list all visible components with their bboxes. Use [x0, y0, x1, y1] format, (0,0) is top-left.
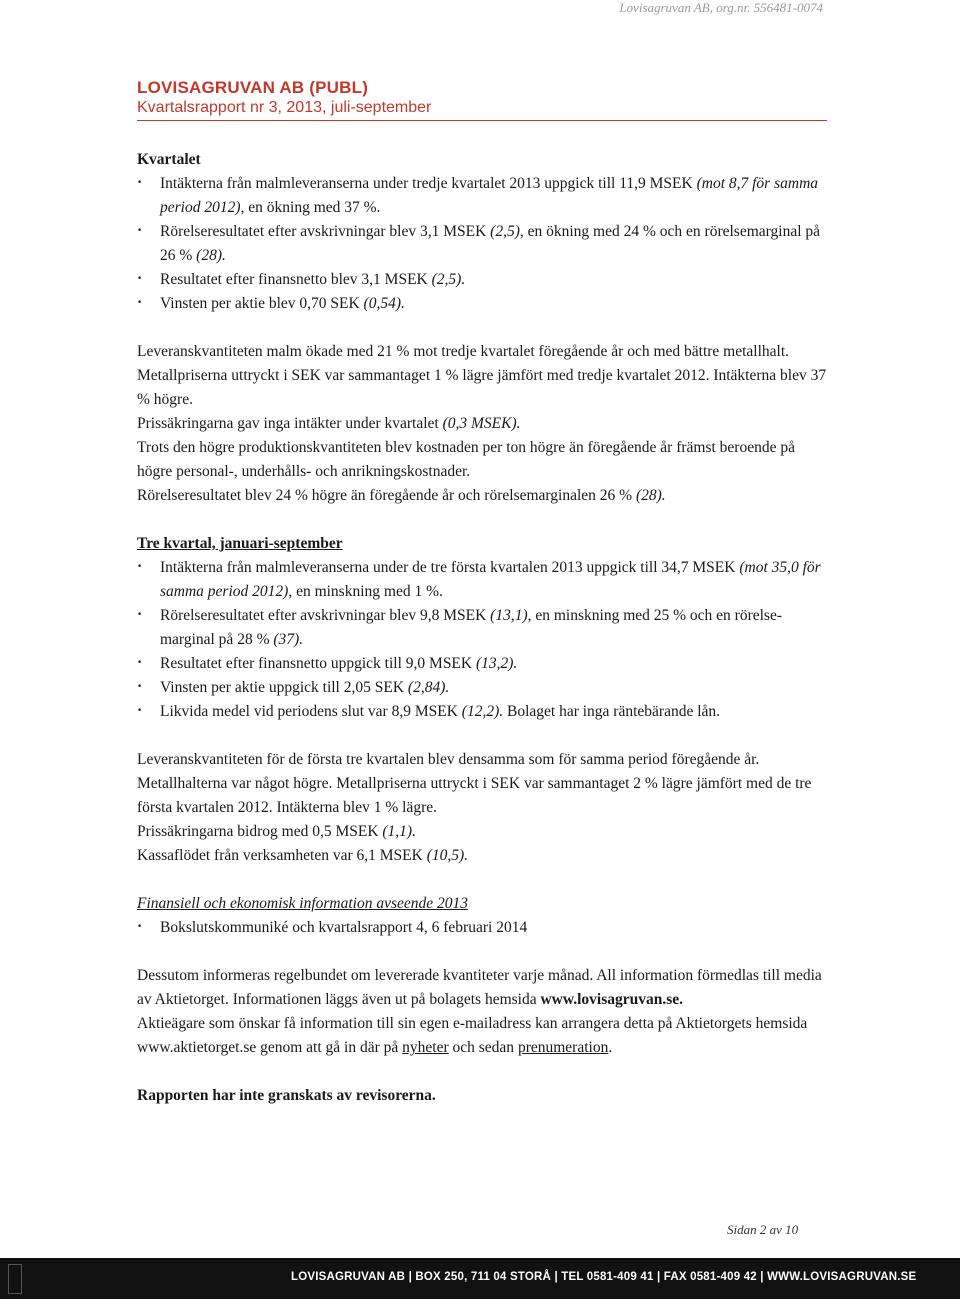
section-heading-kvartalet: Kvartalet [137, 151, 201, 168]
paragraph: Trots den högre produktionskvantiteten blev kostnaden per ton högre än föregående år främst beroende på högre personal-, underhålls- och anrikningskostnader. [137, 439, 795, 480]
section-heading-finansiell: Finansiell och ekonomisk information avseende 2013 [137, 895, 469, 912]
paragraph: Metallpriserna uttryckt i SEK var sammantaget 1 % lägre jämfört med tredje kvartalet 2012. Intäkterna blev 37 % högre. [137, 367, 827, 408]
audit-note: Rapporten har inte granskats av revisorerna. [137, 1087, 436, 1104]
header-rule [137, 120, 827, 121]
list-item: · Vinsten per aktie blev 0,70 SEK (0,54). [137, 292, 827, 316]
list-item: · Likvida medel vid periodens slut var 8,9 MSEK (12,2). Bolaget har inga räntebärande lån. [137, 700, 827, 724]
page-number: Sidan 2 av 10 [727, 1222, 799, 1237]
finansiell-list [137, 916, 827, 940]
paragraph: Kassaflödet från verksamheten var 6,1 MSEK (10,5). [137, 847, 469, 864]
paragraph: Aktieägare som önskar få information till sin egen e-mailadress kan arrangera detta på Aktietorgets hemsida www.aktietorget.se genom att gå in där på nyheter och sedan prenumeration. [137, 1015, 808, 1056]
paragraph: Leveranskvantiteten för de första tre kvartalen blev densamma som för samma period föregående år. Metallhalterna var något högre. Metallpriserna uttryckt i SEK var sammantaget 2 % lägre jämfört med de tre första kvartalen 2012. Intäkterna blev 1 % lägre. [137, 751, 812, 816]
list-item: · Intäkterna från malmleveranserna under de tre första kvartalen 2013 uppgick till 34,7 MSEK (mot 35,0 för samma period 2012), en minskning med 1 %. [137, 556, 827, 604]
tre-kvartal-list [137, 556, 827, 724]
section-heading-tre-kvartal: Tre kvartal, januari-september [137, 535, 343, 552]
nyheter-link[interactable]: nyheter [402, 1039, 449, 1056]
paragraph: Leveranskvantiteten malm ökade med 21 % mot tredje kvartalet föregående år och med bättre metallhalt. [137, 343, 790, 360]
list-item: · Rörelseresultatet efter avskrivningar blev 3,1 MSEK (2,5), en ökning med 24 % och en rörelsemarginal på 26 % (28). [137, 220, 827, 268]
report-body [137, 148, 827, 1108]
footer-logo-mark [8, 1264, 22, 1294]
list-item: · Resultatet efter finansnetto blev 3,1 MSEK (2,5). [137, 268, 827, 292]
header-org-number: Lovisagruvan AB, org.nr. 556481-0074 [619, 0, 823, 15]
list-item: · Resultatet efter finansnetto uppgick till 9,0 MSEK (13,2). [137, 652, 827, 676]
prenumeration-link[interactable]: prenumeration [517, 1039, 609, 1056]
website-link[interactable]: www.lovisagruvan.se. [540, 991, 684, 1008]
footer-bar [0, 1258, 960, 1299]
list-item: · Intäkterna från malmleveranserna under tredje kvartalet 2013 uppgick till 11,9 MSEK (mot 8,7 för samma period 2012), en ökning med 37 %. [137, 172, 827, 220]
paragraph: Prissäkringarna bidrog med 0,5 MSEK (1,1). [137, 823, 416, 840]
list-item: · Bokslutskommuniké och kvartalsrapport 4, 6 februari 2014 [137, 916, 827, 940]
paragraph: Prissäkringarna gav inga intäkter under kvartalet (0,3 MSEK). [137, 415, 521, 432]
footer-contact: LOVISAGRUVAN AB | BOX 250, 711 04 STORÅ | TEL 0581-409 41 | FAX 0581-409 42 | WWW.LOVISAGRUVAN.SE [291, 1271, 917, 1283]
company-name: LOVISAGRUVAN AB (PUBL) [137, 78, 369, 97]
list-item: · Rörelseresultatet efter avskrivningar blev 9,8 MSEK (13,1), en minskning med 25 % och en rörelse-marginal på 28 % (37). [137, 604, 827, 652]
report-subtitle: Kvartalsrapport nr 3, 2013, juli-september [137, 99, 432, 116]
list-item: · Vinsten per aktie uppgick till 2,05 SEK (2,84). [137, 676, 827, 700]
paragraph: Dessutom informeras regelbundet om levererade kvantiteter varje månad. All information förmedlas till media av Aktietorget. Informationen läggs även ut på bolagets hemsida www.lovisagruvan.se. [137, 967, 822, 1008]
paragraph: Rörelseresultatet blev 24 % högre än föregående år och rörelsemarginalen 26 % (28). [137, 487, 666, 504]
kvartalet-list [137, 172, 827, 316]
